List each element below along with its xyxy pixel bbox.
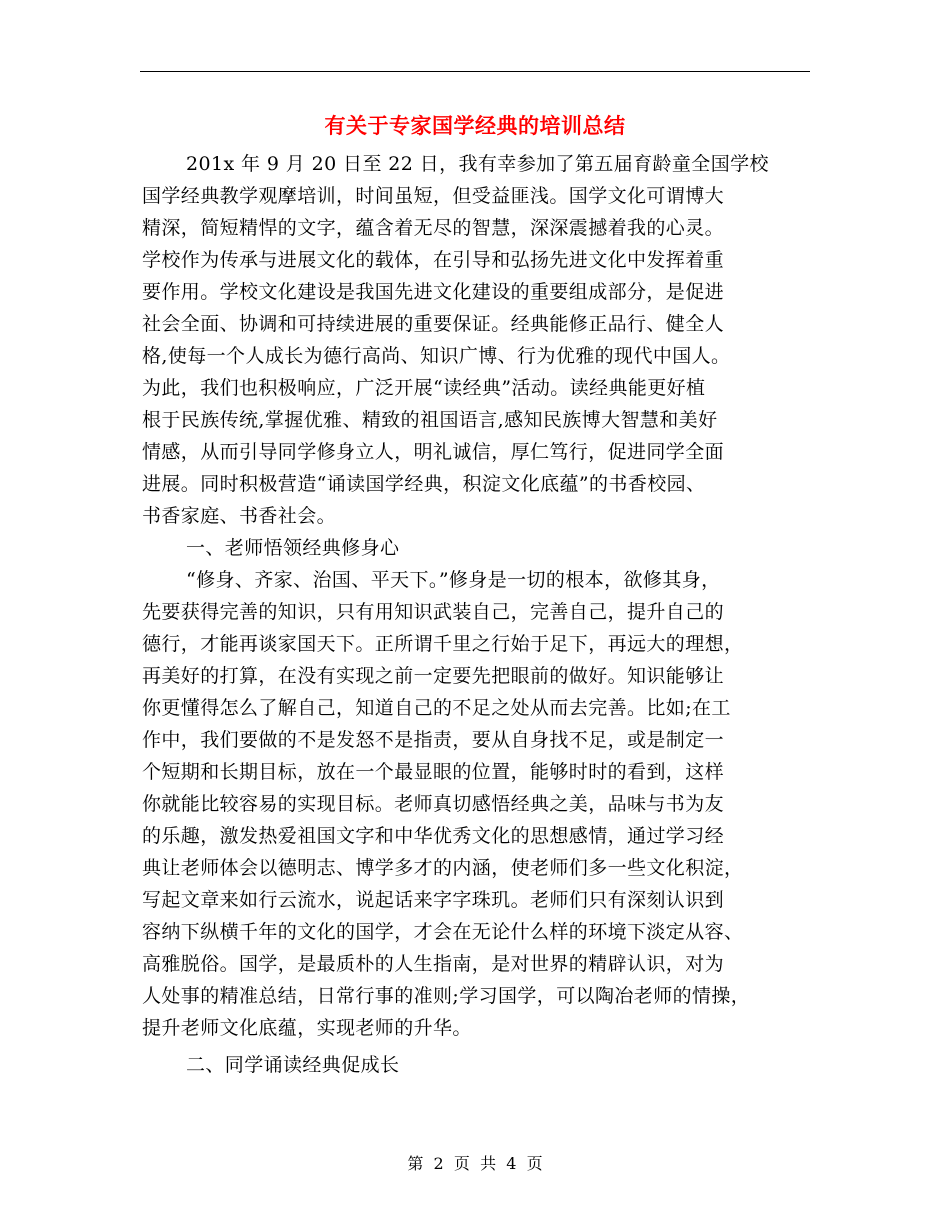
body-line: 学校作为传承与进展文化的载体，在引导和弘扬先进文化中发挥着重 <box>142 249 725 271</box>
body-line: 德行，才能再谈家国天下。正所谓千里之行始于足下，再远大的理想， <box>142 633 744 655</box>
body-line: 情感，从而引导同学修身立人，明礼诚信，厚仁笃行，促进同学全面 <box>142 441 725 463</box>
section-heading: 二、同学诵读经典促成长 <box>186 1054 400 1076</box>
body-line: 的乐趣，激发热爱祖国文字和中华优秀文化的思想感情，通过学习经 <box>142 825 725 847</box>
body-line: 201x 年 9 月 20 日至 22 日，我有幸参加了第五届育龄童全国学校 <box>186 153 769 175</box>
body-line: 高雅脱俗。国学，是最质朴的人生指南，是对世界的精辟认识，对为 <box>142 953 725 975</box>
body-line: “修身、齐家、治国、平天下。”修身是一切的根本，欲修其身， <box>186 569 721 591</box>
body-line: 人处事的精准总结，日常行事的准则;学习国学，可以陶冶老师的情操， <box>142 985 751 1007</box>
body-line: 精深，简短精悍的文字，蕴含着无尽的智慧，深深震撼着我的心灵。 <box>142 217 725 239</box>
body-line: 作中，我们要做的不是发怒不是指责，要从自身找不足，或是制定一 <box>142 729 725 751</box>
body-line: 进展。同时积极营造“诵读国学经典，积淀文化底蕴”的书香校园、 <box>142 473 706 495</box>
body-line: 国学经典教学观摩培训，时间虽短，但受益匪浅。国学文化可谓博大 <box>142 185 725 207</box>
page-footer: 第 2 页 共 4 页 <box>407 1154 543 1173</box>
body-line: 容纳下纵横千年的文化的国学，才会在无论什么样的环境下淡定从容、 <box>142 921 744 943</box>
body-line: 再美好的打算，在没有实现之前一定要先把眼前的做好。知识能够让 <box>142 665 725 687</box>
body-line: 根于民族传统,掌握优雅、精致的祖国语言,感知民族博大智慧和美好 <box>142 409 718 431</box>
body-line: 写起文章来如行云流水，说起话来字字珠玑。老师们只有深刻认识到 <box>142 889 725 911</box>
body-line: 书香家庭、书香社会。 <box>142 505 337 527</box>
body-line: 要作用。学校文化建设是我国先进文化建设的重要组成部分，是促进 <box>142 281 725 303</box>
body-line: 你更懂得怎么了解自己，知道自己的不足之处从而去完善。比如;在工 <box>142 697 731 719</box>
body-line: 社会全面、协调和可持续进展的重要保证。经典能修正品行、健全人 <box>142 313 725 335</box>
section-heading: 一、老师悟领经典修身心 <box>186 537 400 559</box>
body-line: 典让老师体会以德明志、博学多才的内涵，使老师们多一些文化积淀， <box>142 857 744 879</box>
body-line: 个短期和长期目标，放在一个最显眼的位置，能够时时的看到，这样 <box>142 761 725 783</box>
body-line: 为此，我们也积极响应，广泛开展“读经典”活动。读经典能更好植 <box>142 377 706 399</box>
body-line: 先要获得完善的知识，只有用知识武装自己，完善自己，提升自己的 <box>142 601 725 623</box>
body-line: 格,使每一个人成长为德行高尚、知识广博、行为优雅的现代中国人。 <box>142 345 731 367</box>
header-rule <box>140 71 810 72</box>
document-title: 有关于专家国学经典的培训总结 <box>324 113 626 138</box>
body-line: 提升老师文化底蕴，实现老师的升华。 <box>142 1017 472 1039</box>
body-line: 你就能比较容易的实现目标。老师真切感悟经典之美，品味与书为友 <box>142 793 725 815</box>
